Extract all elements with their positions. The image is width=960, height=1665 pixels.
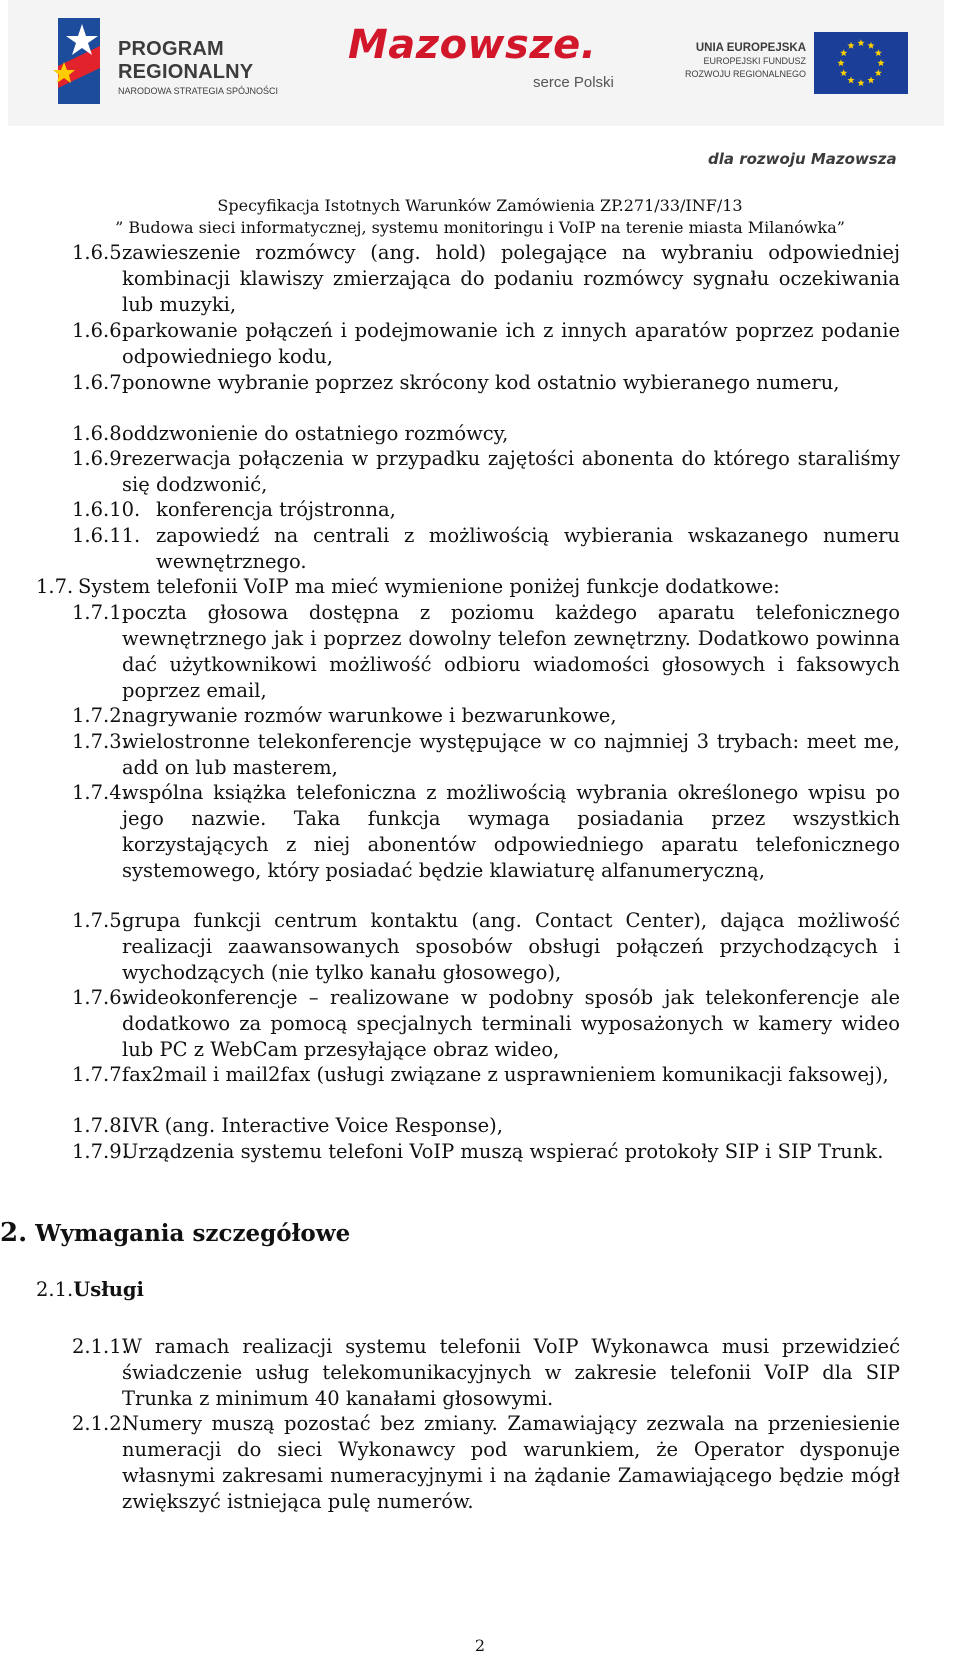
list-item-text: grupa funkcji centrum kontaktu (ang. Contact Center), dająca możliwość realizacji zaawansowanych sposobów obsługi połączeń przychodzących i wychodzących (nie tylko kanału głosowego), [122,909,900,984]
list-item-number: 1.6.7. [72,371,128,394]
program-regionalny-logo [52,16,322,108]
list-item-number: 1.7. [36,575,74,598]
list-item-text: W ramach realizacji systemu telefonii VoIP Wykonawca musi przewidzieć świadczenie usług telekomunikacyjnych w zakresie telefonii VoIP dla SIP Trunka z minimum 40 kanałami głosowymi. [122,1335,900,1410]
list-item-text: System telefonii VoIP ma mieć wymienione poniżej funkcje dodatkowe: [78,575,780,598]
eu-logo [668,28,928,100]
list-item-number: 1.7.2. [72,704,128,727]
list-item-number: 1.6.6. [72,319,128,342]
list-item-number: 1.7.4. [72,781,128,804]
list-item-number: 1.7.8. [72,1114,128,1137]
eu-flag-icon [814,32,908,94]
section-number: 2. [0,1218,28,1248]
list-item-text: Urządzenia systemu telefoni VoIP muszą wspierać protokoły SIP i SIP Trunk. [122,1140,884,1163]
list-item-text: poczta głosowa dostępna z poziomu każdego aparatu telefonicznego wewnętrznego jak i poprzez dowolny telefon zewnętrzny. Dodatkowo powinna dać użytkownikowi możliwość odbioru wiadomości głosowych i faksowych poprzez email, [122,601,900,702]
document-header-line2: ” Budowa sieci informatycznej, systemu monitoringu i VoIP na terenie miasta Milanówka” [115,218,845,237]
list-item-number: 1.6.8. [72,422,128,445]
subsection-heading [36,1278,144,1301]
list-item-text: fax2mail i mail2fax (usługi związane z usprawnieniem komunikacji faksowej), [122,1063,889,1086]
eu-line2: EUROPEJSKI FUNDUSZ [703,56,806,66]
document-header-line1: Specyfikacja Istotnych Warunków Zamówienia ZP.271/33/INF/13 [217,196,743,215]
eu-line1: UNIA EUROPEJSKA [695,42,806,54]
list-item-number: 1.6.5. [72,241,128,264]
list-item-number: 1.6.10. [72,498,141,521]
subsection-number: 2.1. [36,1278,74,1301]
list-item-text: wideokonferencje – realizowane w podobny sposób jak telekonferencje ale dodatkowo za pomocą specjalnych terminali wyposażonych w kamery wideo lub PC z WebCam przesyłające obraz wideo, [122,986,900,1061]
list-item-text: zawieszenie rozmówcy (ang. hold) polegające na wybraniu odpowiedniej kombinacji klawiszy zmierzająca do podaniu rozmówcy sygnału oczekiwania lub muzyki, [122,241,900,316]
list-item-text: ponowne wybranie poprzez skrócony kod ostatnio wybieranego numeru, [122,371,840,394]
list-item-text: IVR (ang. Interactive Voice Response), [122,1114,503,1137]
list-item-number: 1.7.6. [72,986,128,1009]
section-heading [0,1218,350,1248]
list-item-number: 1.7.3. [72,730,128,753]
list-item-number: 1.7.5. [72,909,128,932]
subsection-title: Usługi [73,1278,144,1301]
program-title-line2: REGIONALNY [118,61,254,83]
list-item-text: parkowanie połączeń i podejmowanie ich z innych aparatów poprzez podanie odpowiedniego kodu, [122,319,900,368]
list-item-text: wielostronne telekonferencje występujące w co najmniej 3 trybach: meet me, add on lub masterem, [122,730,900,779]
program-subtitle: NARODOWA STRATEGIA SPÓJNOŚCI [118,86,279,96]
section-title: Wymagania szczegółowe [35,1220,351,1247]
list-item-number: 1.7.9. [72,1140,128,1163]
list-item-text: oddzwonienie do ostatniego rozmówcy, [122,422,509,445]
list-item-text: rezerwacja połączenia w przypadku zajętości abonenta do którego staraliśmy się dodzwonić, [122,447,900,496]
list-item-number: 1.6.9. [72,447,128,470]
list-item-text: nagrywanie rozmów warunkowe i bezwarunkowe, [122,704,617,727]
list-item-text: zapowiedź na centrali z możliwością wybierania wskazanego numeru wewnętrznego. [156,524,900,573]
list-item-number: 1.7.1. [72,601,128,624]
list-item-text: wspólna książka telefoniczna z możliwością wybrania określonego wpisu po jego nazwie. Taka funkcja wymaga posiadania przez wszystkich korzystających z niej abonentów odpowiedniego aparatu telefonicznego systemowego, który posiadać będzie klawiaturę alfanumeryczną, [122,781,900,882]
list-item-number: 2.1.2. [72,1412,128,1435]
eu-line3: ROZWOJU REGIONALNEGO [684,69,806,79]
slogan: dla rozwoju Mazowsza [708,150,897,168]
list-item-text: konferencja trójstronna, [156,498,396,521]
page-number: 2 [474,1636,486,1655]
mazowsze-logo [348,22,638,102]
logo-banner [8,0,944,126]
list-item-number: 2.1.1. [72,1335,128,1358]
list-item-number: 1.6.11. [72,524,141,547]
program-regionalny-emblem-icon [52,16,108,106]
list-item-text: Numery muszą pozostać bez zmiany. Zamawiający zezwala na przeniesienie numeracji do sieci Wykonawcy pod warunkiem, że Operator dysponuje własnymi zakresami numeracyjnymi i na żądanie Zamawiającego będzie mógł zwiększyć istniejąca pulę numerów. [122,1412,900,1513]
mazowsze-wordmark: Mazowsze. [348,22,597,68]
list-item-number: 1.7.7. [72,1063,128,1086]
mazowsze-tagline: serce Polski [533,74,614,91]
program-title-line1: PROGRAM [118,38,224,60]
